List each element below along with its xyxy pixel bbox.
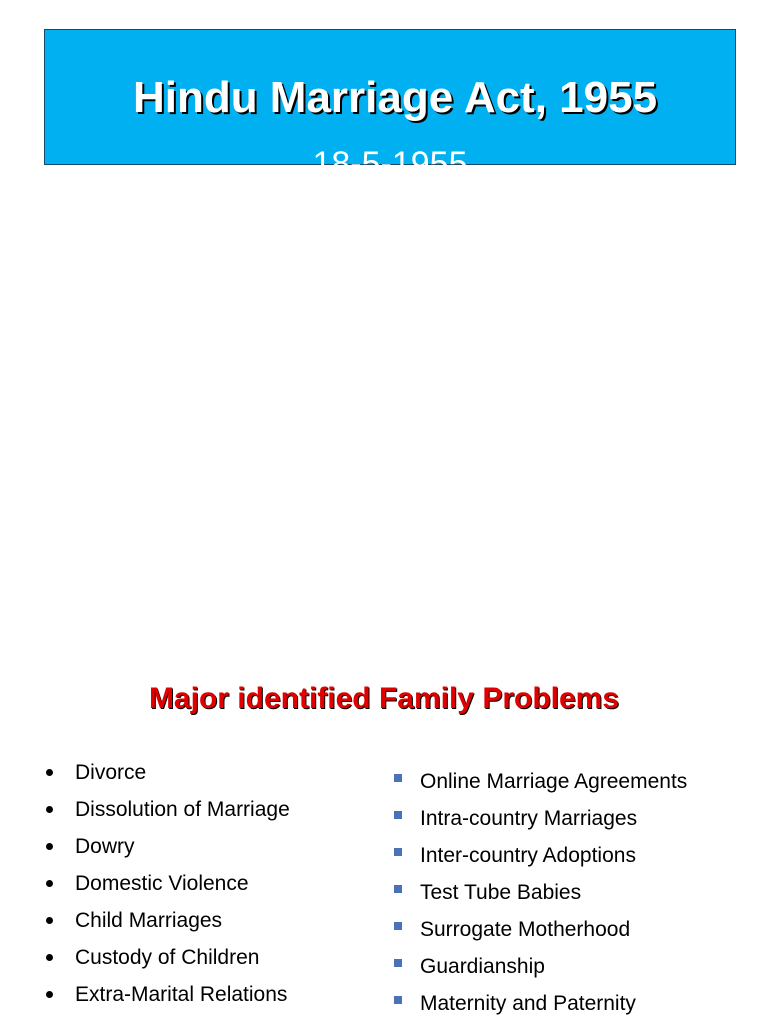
bullet-dot-icon — [46, 769, 53, 776]
list-item — [44, 834, 290, 871]
list-item-label: Domestic Violence — [75, 872, 249, 895]
list-item — [392, 954, 687, 991]
title-banner — [44, 29, 736, 183]
list-item-label: Intra-country Marriages — [420, 807, 638, 830]
bullet-square-icon — [394, 885, 402, 893]
slide-date: 18-5-1955 — [312, 145, 468, 183]
list-item — [392, 991, 687, 1024]
list-item-label: Divorce — [75, 761, 147, 784]
list-item — [392, 806, 687, 843]
slide-title: Hindu Marriage Act, 1955 — [132, 73, 658, 122]
left-problem-list — [44, 760, 290, 1019]
bullet-square-icon — [394, 774, 402, 782]
bullet-dot-icon — [46, 880, 53, 887]
list-item-label: Maternity and Paternity — [420, 992, 636, 1015]
bullet-square-icon — [394, 996, 402, 1004]
list-item — [44, 945, 290, 982]
list-item-label: Extra-Marital Relations — [75, 983, 288, 1006]
list-item — [392, 880, 687, 917]
bullet-dot-icon — [46, 917, 53, 924]
list-item-label: Custody of Children — [75, 946, 260, 969]
right-problem-list — [392, 769, 687, 1024]
list-item-label: Child Marriages — [75, 909, 223, 932]
bullet-square-icon — [394, 922, 402, 930]
list-item — [392, 917, 687, 954]
list-item-label: Surrogate Motherhood — [420, 918, 631, 941]
bullet-dot-icon — [46, 843, 53, 850]
bullet-square-icon — [394, 959, 402, 967]
list-item-label: Online Marriage Agreements — [420, 770, 688, 793]
list-item — [44, 760, 290, 797]
bullet-dot-icon — [46, 806, 53, 813]
list-item — [44, 908, 290, 945]
list-item-label: Dowry — [75, 835, 135, 858]
list-item — [44, 982, 290, 1019]
list-item — [392, 769, 687, 806]
list-item — [44, 871, 290, 908]
list-item — [392, 843, 687, 880]
list-item-label: Guardianship — [420, 955, 545, 978]
bullet-square-icon — [394, 848, 402, 856]
bullet-dot-icon — [46, 954, 53, 961]
bullet-dot-icon — [46, 991, 53, 998]
list-item — [44, 797, 290, 834]
list-item-label: Test Tube Babies — [420, 881, 582, 904]
section-heading: Major identified Family Problems — [148, 682, 620, 715]
list-item-label: Dissolution of Marriage — [75, 798, 290, 821]
bullet-square-icon — [394, 811, 402, 819]
list-item-label: Inter-country Adoptions — [420, 844, 636, 867]
